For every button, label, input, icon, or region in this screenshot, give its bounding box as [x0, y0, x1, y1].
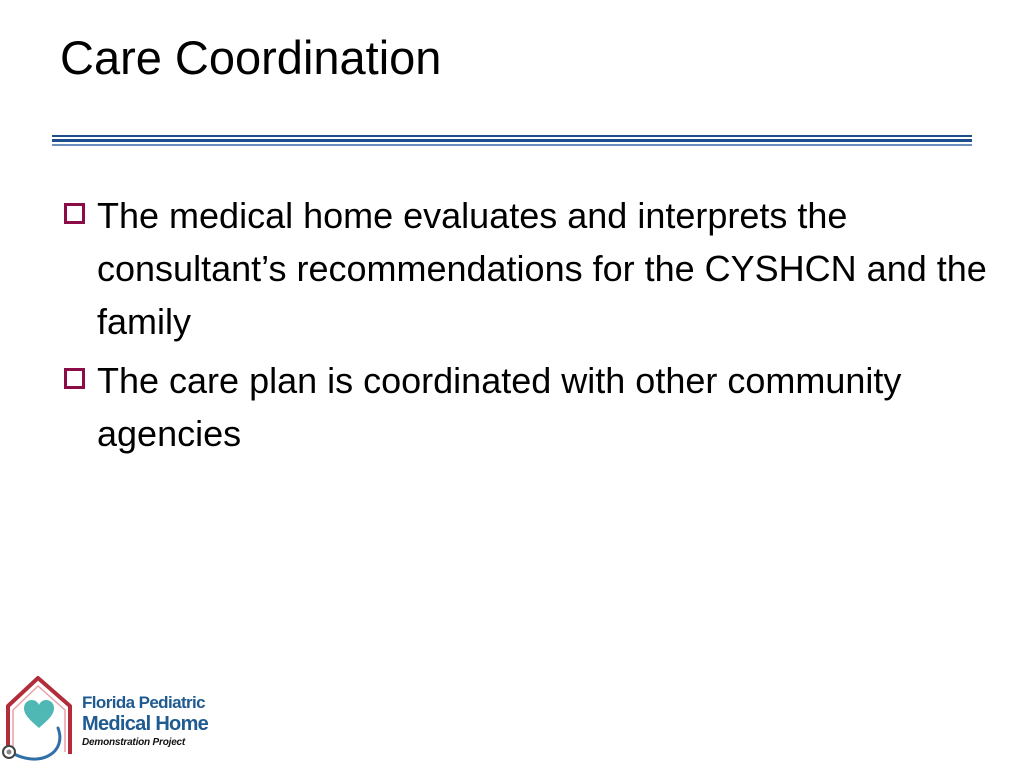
title-divider: [52, 135, 972, 147]
logo: [0, 670, 210, 768]
bullet-item: [62, 354, 992, 460]
bullet-item: [62, 189, 992, 348]
bullet-list: [62, 189, 992, 466]
hollow-square-icon: [64, 368, 85, 389]
logo-line3: Demonstration Project: [82, 737, 186, 748]
house-heart-icon: [0, 670, 82, 768]
slide-title: Care Coordination: [60, 31, 442, 84]
logo-line1: Florida Pediatric: [82, 693, 206, 712]
bullet-text: The care plan is coordinated with other community agencies: [97, 360, 902, 454]
logo-wordmark: [82, 694, 208, 748]
bullet-text: The medical home evaluates and interprets the consultant’s recommendations for the CYSHCN and the family: [97, 195, 987, 342]
hollow-square-icon: [64, 203, 85, 224]
logo-line2: Medical Home: [82, 713, 209, 735]
